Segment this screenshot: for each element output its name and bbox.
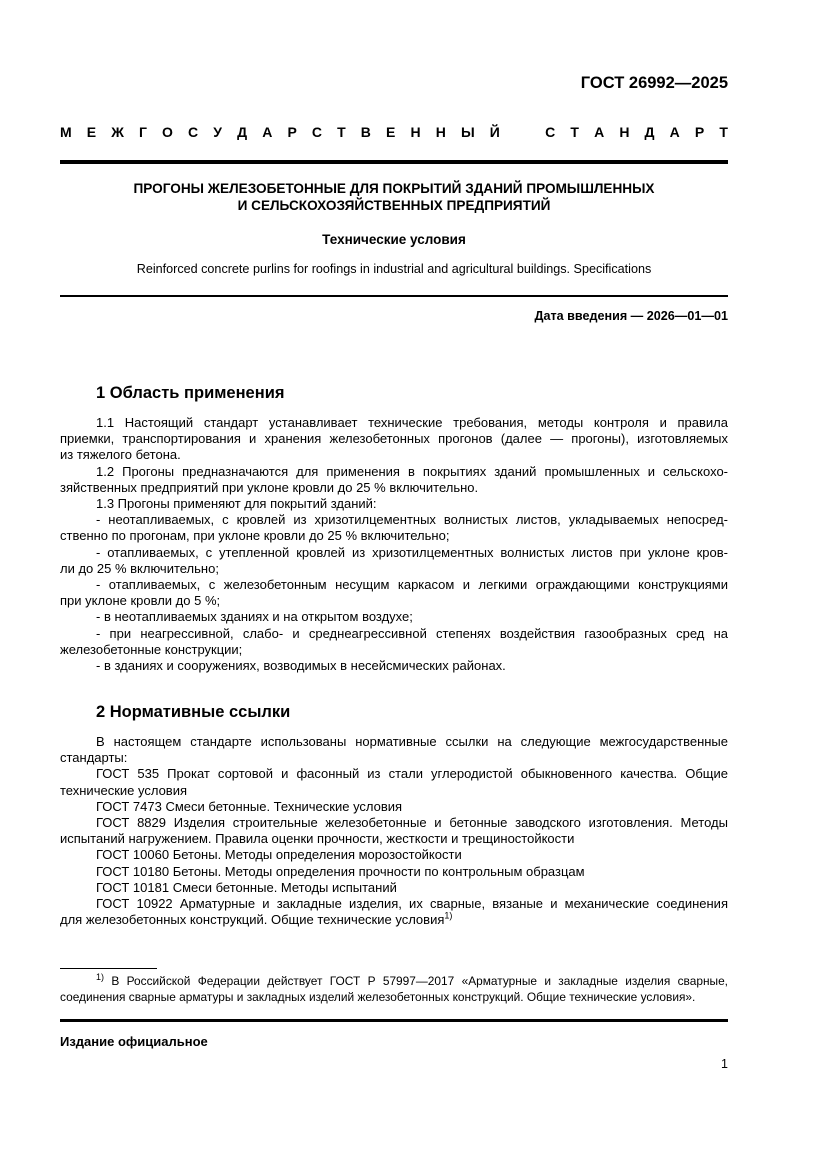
section1-line: при уклоне кровли до 5 %;	[60, 593, 221, 609]
section2-line: ГОСТ 10922 Арматурные и закладные изделия, их сварные, вязаные и механические соединения	[96, 896, 728, 912]
banner-letter: Н	[435, 124, 446, 140]
page-number: 1	[721, 1057, 728, 1071]
section1-line: ственно по прогонам, при уклоне кровли до 25 % включительно;	[60, 528, 450, 544]
title-rule	[60, 295, 728, 297]
banner-letter: Ы	[460, 124, 475, 140]
banner-letter: Н	[619, 124, 630, 140]
section-1-body	[60, 415, 728, 674]
section2-line: ГОСТ 7473 Смеси бетонные. Технические условия	[96, 798, 403, 814]
banner-letter: А	[262, 124, 273, 140]
interstate-standard-banner	[60, 124, 728, 140]
section1-line: - отапливаемых, с железобетонным несущим каркасом и легкими ограждающими конструкциями	[96, 577, 728, 593]
section2-line: ГОСТ 8829 Изделия строительные железобетонные и бетонные заводского изготовления. Методы	[96, 815, 728, 831]
section1-line: зяйственных предприятий при уклоне кровли до 25 % включительно.	[60, 479, 479, 495]
section2-line: для железобетонных конструкций. Общие технические условия$^{1)}$	[60, 910, 453, 928]
banner-letter: У	[213, 124, 222, 140]
banner-letter: Т	[570, 124, 579, 140]
section1-line: приемки, транспортирования и хранения железобетонных прогонов (далее — прогоны), изготовляемых	[60, 431, 728, 447]
section2-line: В настоящем стандарте использованы нормативные ссылки на следующие межгосударственные	[96, 734, 728, 749]
document-title	[60, 180, 728, 214]
banner-letter: В	[360, 124, 371, 140]
banner-letter: Р	[694, 124, 705, 140]
section2-line: ГОСТ 10060 Бетоны. Методы определения морозостойкости	[96, 847, 462, 863]
banner-letter: Д	[644, 124, 655, 140]
title-line-2: И СЕЛЬСКОХОЗЯЙСТВЕННЫХ ПРЕДПРИЯТИЙ	[237, 198, 551, 213]
banner-letter: О	[162, 124, 173, 140]
banner-letter: Т	[719, 124, 728, 140]
section1-line: 1.2 Прогоны предназначаются для применения в покрытиях зданий промышленных и сельскохо-	[96, 463, 728, 479]
section-2-body	[60, 734, 728, 928]
section1-line: 1.1 Настоящий стандарт устанавливает технические требования, методы контроля и правила	[96, 415, 728, 430]
footer-rule	[60, 1019, 728, 1022]
section2-line: ГОСТ 535 Прокат сортовой и фасонный из стали углеродистой обыкновенного качества. Общие	[96, 766, 728, 782]
footnote-mark: 1)	[96, 972, 105, 983]
section2-line: ГОСТ 10181 Смеси бетонные. Методы испытаний	[96, 879, 397, 895]
header-rule	[60, 160, 728, 164]
introduction-date: Дата введения — 2026—01—01	[534, 309, 728, 323]
footnote	[60, 973, 728, 1005]
banner-letter: Р	[287, 124, 297, 140]
banner-letter: Т	[337, 124, 346, 140]
banner-letter: Ж	[111, 124, 124, 140]
section1-line: ли до 25 % включительно;	[60, 560, 219, 576]
banner-letter: С	[188, 124, 199, 140]
section1-line: железобетонные конструкции;	[60, 641, 243, 657]
title-line-1: ПРОГОНЫ ЖЕЛЕЗОБЕТОННЫЕ ДЛЯ ПОКРЫТИЙ ЗДАНИЙ ПРОМЫШЛЕННЫХ	[133, 181, 655, 196]
document-subtitle: Технические условия	[322, 232, 466, 247]
section1-line: - неотапливаемых, с кровлей из хризотилцементных волнистых листов, укладываемых непосред-	[96, 512, 728, 528]
section1-line: - при неагрессивной, слабо- и среднеагрессивной степенях воздействия газообразных сред на	[96, 625, 728, 641]
footnote-rule	[60, 968, 157, 969]
banner-letter: С	[545, 124, 556, 140]
section1-line: - в неотапливаемых зданиях и на открытом воздухе;	[96, 609, 413, 625]
banner-letter: М	[60, 124, 72, 140]
banner-letter: А	[594, 124, 605, 140]
english-title: Reinforced concrete purlins for roofings in industrial and agricultural buildings. Specifications	[136, 262, 652, 276]
banner-letter: Г	[139, 124, 147, 140]
section2-line: ГОСТ 10180 Бетоны. Методы определения прочности по контрольным образцам	[96, 863, 585, 879]
footnote-line-2: соединения сварные арматуры и закладных изделий железобетонных конструкций. Общие технические условия».	[60, 990, 696, 1004]
section1-line: - отапливаемых, с утепленной кровлей из хризотилцементных волнистых листов при уклоне кров-	[96, 544, 728, 560]
section2-line: стандарты:	[60, 750, 128, 766]
banner-letter: С	[311, 124, 323, 140]
banner-letter: Й	[489, 124, 500, 140]
banner-letter: Е	[86, 124, 97, 140]
section1-line: из тяжелого бетона.	[60, 447, 181, 463]
banner-letter: Н	[410, 124, 421, 140]
banner-letter: Д	[237, 124, 248, 140]
section2-line: технические условия	[60, 782, 188, 798]
document-code: ГОСТ 26992—2025	[580, 74, 728, 92]
section-1-heading: 1 Область применения	[96, 384, 285, 402]
banner-letter: А	[669, 124, 680, 140]
section1-line: 1.3 Прогоны применяют для покрытий зданий:	[96, 496, 377, 512]
banner-letter: Е	[386, 124, 396, 140]
section2-line: испытаний нагружением. Правила оценки прочности, жесткости и трещиностойкости	[60, 831, 575, 847]
footnote-reference: 1)	[444, 910, 453, 921]
edition-label: Издание официальное	[60, 1034, 208, 1049]
section-2-heading: 2 Нормативные ссылки	[96, 703, 291, 721]
section1-line: - в зданиях и сооружениях, возводимых в несейсмических районах.	[96, 658, 506, 674]
footnote-line-1: $^{1)}$ В Российской Федерации действует ГОСТ Р 57997—2017 «Арматурные и закладные изделия сварные,	[96, 972, 728, 988]
